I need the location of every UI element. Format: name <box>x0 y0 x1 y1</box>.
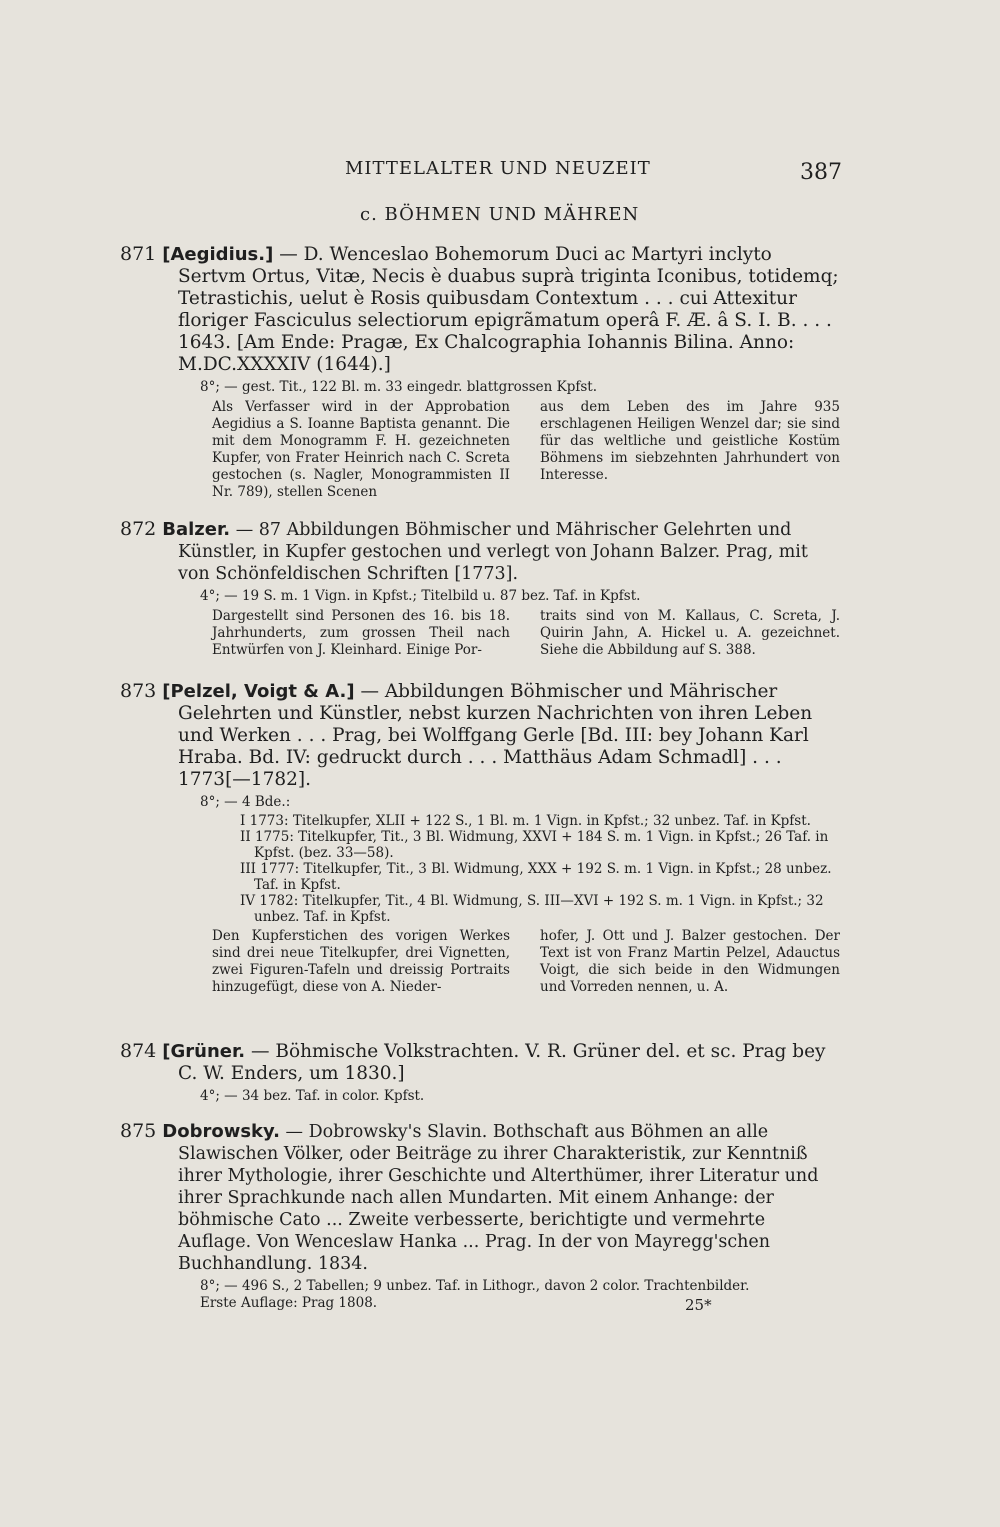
page-number: 387 <box>800 160 842 185</box>
entry-875 <box>120 1120 840 1312</box>
entry-collation-extra: Erste Auflage: Prag 1808. <box>200 1295 378 1311</box>
running-title: MITTELALTER UND NEUZEIT <box>345 158 651 179</box>
volume-item: II 1775: Titelkupfer, Tit., 3 Bl. Widmung, XXVI + 184 S. m. 1 Vign. in Kpfst.; 26 Taf. in Kpfst. (bez. 33—58). <box>240 829 829 861</box>
entry-heading: Balzer. <box>162 519 231 540</box>
volume-item: III 1777: Titelkupfer, Tit., 3 Bl. Widmung, XXX + 192 S. m. 1 Vign. in Kpfst.; 28 unbez. Taf. in Kpfst. <box>240 861 832 893</box>
entry-text: — Böhmische Volkstrachten. V. R. Grüner del. et sc. Prag bey C. W. Enders, um 1830.] <box>178 1041 826 1084</box>
note-right: traits sind von M. Kallaus, C. Screta, J. Quirin Jahn, A. Hickel u. A. gezeichnet. Siehe die Abbildung auf S. 388. <box>540 608 840 658</box>
entry-notes <box>212 928 840 996</box>
entry-heading: [Grüner. <box>162 1041 246 1062</box>
entry-notes <box>212 608 840 659</box>
entry-main <box>120 1120 840 1275</box>
entry-text: — Abbildungen Böhmischer und Mährischer Gelehrten und Künstler, nebst kurzen Nachrichten von ihren Leben und Werken . . . Prag, bei Wolffgang Gerle [Bd. III: bey Johann Karl Hraba. Bd. IV: gedruckt durch . . . Matthäus Adam Schmadl] . . . 1773[—1782]. <box>178 681 813 790</box>
entry-collation: 8°; — 4 Bde.: <box>200 794 291 810</box>
entry-main <box>120 1040 840 1085</box>
entry-number: 872 <box>120 518 157 540</box>
entry-number: 875 <box>120 1120 157 1142</box>
entry-text: — Dobrowsky's Slavin. Bothschaft aus Böhmen an alle Slawischen Völker, oder Beiträge zu ihrer Charakteristik, zur Kenntniß ihrer Mythologie, ihrer Geschichte und Alterthümer, ihrer Literatur und ihrer Sprachkunde nach allen Mundarten. Mit einem Anhange: der böhmische Cato ... Zweite verbesserte, berichtigte und vermehrte Auflage. Von Wenceslaw Hanka ... Prag. In der von Mayregg'schen Buchhandlung. 1834. <box>178 1122 819 1274</box>
entry-collation: 8°; — 496 S., 2 Tabellen; 9 unbez. Taf. in Lithogr., davon 2 color. Trachtenbilder. <box>200 1278 750 1294</box>
entry-874 <box>120 1040 840 1105</box>
entry-number: 871 <box>120 243 157 265</box>
entry-872 <box>120 518 840 659</box>
note-left: Als Verfasser wird in der Approbation Aegidius a S. Ioanne Baptista genannt. Die mit dem Monogramm F. H. gezeichneten Kupfer, von Frater Heinrich nach C. Screta gestochen (s. Nagler, Monogrammisten II Nr. 789), stellen Scenen <box>212 399 510 500</box>
note-left: Den Kupferstichen des vorigen Werkes sind drei neue Titelkupfer, drei Vignetten, zwei Figuren-Tafeln und dreissig Portraits hinzugefügt, diese von A. Nieder- <box>212 928 510 995</box>
signature-mark: 25* <box>685 1296 712 1314</box>
volume-list <box>240 813 840 925</box>
entry-heading: Dobrowsky. <box>162 1121 280 1142</box>
entry-main <box>120 518 840 585</box>
note-right: aus dem Leben des im Jahre 935 erschlagenen Heiligen Wenzel dar; sie sind für das weltliche und geistliche Kostüm Böhmens im siebzehnten Jahrhundert von Interesse. <box>540 399 840 483</box>
entry-main <box>120 243 840 376</box>
note-left: Dargestellt sind Personen des 16. bis 18. Jahrhunderts, zum grossen Theil nach Entwürfen von J. Kleinhard. Einige Por- <box>212 608 510 658</box>
entry-main <box>120 680 840 791</box>
entry-number: 874 <box>120 1040 157 1062</box>
entry-text: — D. Wenceslao Bohemorum Duci ac Martyri inclyto Sertvm Ortus, Vitæ, Necis è duabus suprà triginta Iconibus, totidemq; Tetrastichis, uelut è Rosis quibusdam Contextum . . . cui Attexitur floriger Fasciculus selectiorum epigrãmatum operâ F. Æ. â S. I. B. . . . 1643. [Am Ende: Pragæ, Ex Chalcographia Iohannis Bilina. Anno: M.DC.XXXXIV (1644).] <box>178 244 839 375</box>
note-right: hofer, J. Ott und J. Balzer gestochen. Der Text ist von Franz Martin Pelzel, Adauctus Voigt, die sich beide in den Widmungen und Vorreden nennen, u. A. <box>540 928 840 995</box>
entry-collation: 4°; — 34 bez. Taf. in color. Kpfst. <box>200 1088 425 1104</box>
entry-873 <box>120 680 840 996</box>
entry-heading: [Aegidius.] <box>162 244 274 265</box>
entry-collation: 4°; — 19 S. m. 1 Vign. in Kpfst.; Titelbild u. 87 bez. Taf. in Kpfst. <box>200 588 641 604</box>
entry-text: — 87 Abbildungen Böhmischer und Mährischer Gelehrten und Künstler, in Kupfer gestochen und verlegt von Johann Balzer. Prag, mit von Schönfeldischen Schriften [1773]. <box>178 520 808 584</box>
volume-item: I 1773: Titelkupfer, XLII + 122 S., 1 Bl. m. 1 Vign. in Kpfst.; 32 unbez. Taf. in Kpfst. <box>240 813 811 829</box>
volume-item: IV 1782: Titelkupfer, Tit., 4 Bl. Widmung, S. III—XVI + 192 S. m. 1 Vign. in Kpfst.; 32 unbez. Taf. in Kpfst. <box>240 893 824 925</box>
entry-871 <box>120 243 840 501</box>
entry-collation: 8°; — gest. Tit., 122 Bl. m. 33 eingedr. blattgrossen Kpfst. <box>200 379 597 395</box>
entry-number: 873 <box>120 680 157 702</box>
entry-heading: [Pelzel, Voigt & A.] <box>162 681 355 702</box>
section-title: c. BÖHMEN UND MÄHREN <box>360 204 640 225</box>
entry-notes <box>212 399 840 501</box>
